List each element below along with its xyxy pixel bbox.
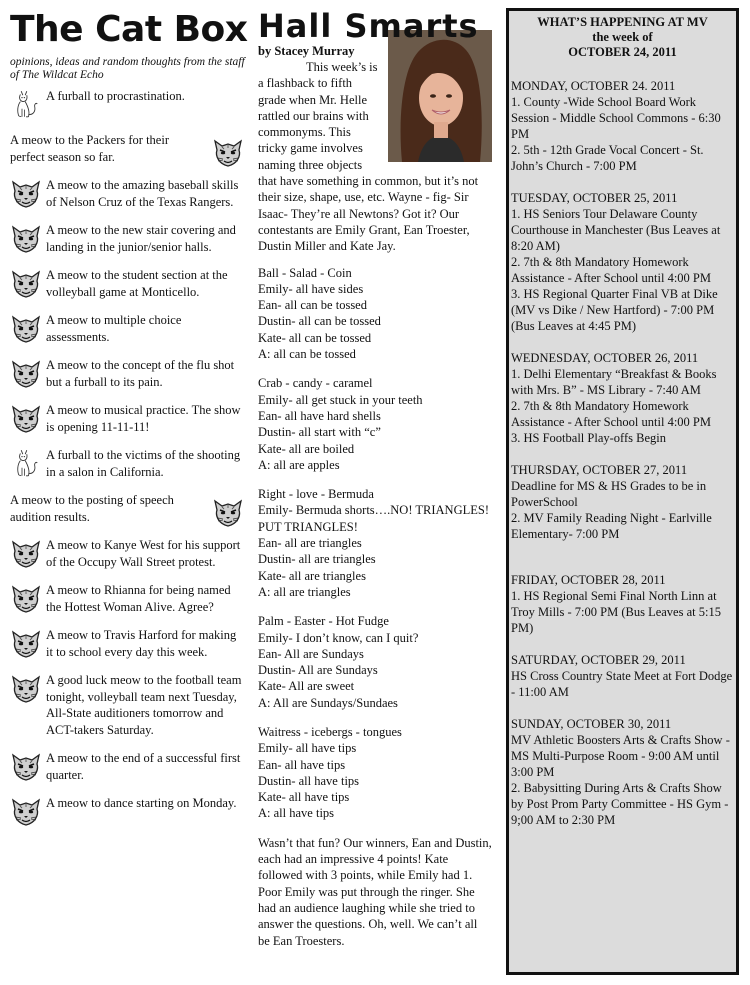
round-line: Dustin- all have tips xyxy=(258,773,360,788)
cat-box-item-text: A meow to musical practice. The show is opening 11-11-11! xyxy=(46,403,241,434)
event-day xyxy=(511,462,734,542)
commonym-round xyxy=(258,265,492,363)
event-item: Deadline for MS & HS Grades to be in PowerSchool xyxy=(511,479,707,509)
columnist-portrait xyxy=(388,30,492,162)
cat-box-item xyxy=(10,795,246,827)
cat-box-item xyxy=(10,267,246,300)
cat-sketch-icon xyxy=(10,447,42,479)
hall-smarts-intro: This week’s is a flashback to fifth grade when Mr. Helle rattled our brains with commonyms. This tricky game involves naming three objects that have something in common, but it’s not their size, shape, use, etc. Wayne - fig- Sir Isaac- They’re all Newtons? Got it? Our contestants are Emily Grant, Ean Troester, Dustin Miller and Kate Jay. xyxy=(258,60,479,254)
cat-box-subtitle: opinions, ideas and random thoughts from the staff of The Wildcat Echo xyxy=(10,56,245,81)
round-line: Ean- All are Sundays xyxy=(258,646,364,661)
round-line: Kate- all can be tossed xyxy=(258,330,372,345)
wildcat-face-icon xyxy=(10,222,42,254)
event-day-heading: TUESDAY, OCTOBER 25, 2011 xyxy=(511,191,678,205)
hall-smarts-rounds xyxy=(258,265,492,822)
round-line: Ean- all have tips xyxy=(258,757,346,772)
round-line: A: all have tips xyxy=(258,806,335,821)
event-item: 2. 5th - 12th Grade Vocal Concert - St. John’s Church - 7:00 PM xyxy=(511,143,704,173)
cat-box-item xyxy=(10,402,246,435)
round-line: Palm - Easter - Hot Fudge xyxy=(258,614,389,629)
cat-box-item-text: A furball to the victims of the shooting in a salon in California. xyxy=(46,448,241,479)
cat-box-item-text: A meow to the end of a successful first quarter. xyxy=(46,751,241,782)
event-item: 2. Babysitting During Arts & Crafts Show by Post Prom Party Committee - HS Gym - 9;00 AM to 2:30 PM xyxy=(511,781,729,827)
hall-smarts-byline: by Stacey Murray xyxy=(258,44,355,58)
cat-box-item-text: A meow to Kanye West for his support of the Occupy Wall Street protest. xyxy=(46,538,241,569)
commonym-round xyxy=(258,486,492,600)
whats-happening-heading xyxy=(511,15,734,60)
cat-box-item-text: A meow to dance starting on Monday. xyxy=(46,796,237,810)
event-day-heading: SUNDAY, OCTOBER 30, 2011 xyxy=(511,717,672,731)
wildcat-face-icon xyxy=(212,496,244,528)
cat-box-item xyxy=(10,627,246,660)
event-item: HS Cross Country State Meet at Fort Dodge - 11:00 AM xyxy=(511,669,733,699)
round-line: Emily- all get stuck in your teeth xyxy=(258,392,423,407)
event-day-heading: THURSDAY, OCTOBER 27, 2011 xyxy=(511,463,688,477)
round-line: Emily- all have sides xyxy=(258,281,364,296)
event-day xyxy=(511,78,734,174)
cat-box-item xyxy=(10,750,246,783)
event-day-heading: MONDAY, OCTOBER 24. 2011 xyxy=(511,79,676,93)
cat-box-item-text: A meow to multiple choice assessments. xyxy=(46,313,182,344)
cat-box-item xyxy=(10,582,246,615)
event-item: 1. HS Regional Semi Final North Linn at Troy Mills - 7:00 PM (Bus Leaves at 5:15 PM) xyxy=(511,589,721,635)
round-line: A: all can be tossed xyxy=(258,347,356,362)
wildcat-face-icon xyxy=(10,267,42,299)
wildcat-face-icon xyxy=(10,672,42,704)
heading-line-2: the week of xyxy=(592,30,653,44)
hall-smarts-title: Hall Smarts xyxy=(258,7,479,45)
event-item: 1. County -Wide School Board Work Session - Middle School Commons - 6:30 PM xyxy=(511,95,721,141)
commonym-round xyxy=(258,724,492,822)
whats-happening-days xyxy=(511,78,734,828)
event-item: 3. HS Regional Quarter Final VB at Dike (MV vs Dike / New Hartford) - 7:00 PM (Bus Leaves at 4:45 PM) xyxy=(511,287,718,333)
round-line: Kate- all have tips xyxy=(258,790,350,805)
round-line: Dustin- all start with “c” xyxy=(258,425,381,440)
wildcat-face-icon xyxy=(10,537,42,569)
wildcat-face-icon xyxy=(10,582,42,614)
cat-sketch-icon xyxy=(10,88,42,120)
cat-box-item-text: A meow to Rhianna for being named the Hottest Woman Alive. Agree? xyxy=(46,583,231,614)
round-line: Crab - candy - caramel xyxy=(258,376,373,391)
cat-box-item-text: A meow to Travis Harford for making it to school every day this week. xyxy=(46,628,237,659)
cat-box-item xyxy=(10,672,246,738)
event-item: 2. MV Family Reading Night - Earlville Elementary- 7:00 PM xyxy=(511,511,712,541)
wildcat-face-icon xyxy=(212,136,244,168)
cat-box-item-text: A furball to procrastination. xyxy=(46,89,185,103)
round-line: A: All are Sundays/Sundaes xyxy=(258,695,398,710)
round-line: A: all are apples xyxy=(258,457,340,472)
round-line: Emily- all have tips xyxy=(258,741,357,756)
round-line: Kate- all are triangles xyxy=(258,568,366,583)
round-line: Dustin- all can be tossed xyxy=(258,314,381,329)
event-item: 1. HS Seniors Tour Delaware County Courthouse in Manchester (Bus Leaves at 8:20 AM) xyxy=(511,207,721,253)
heading-line-1: WHAT’S HAPPENING AT MV xyxy=(537,15,708,29)
wildcat-face-icon xyxy=(10,402,42,434)
round-line: Ean- all have hard shells xyxy=(258,408,381,423)
round-line: Kate- all are boiled xyxy=(258,441,355,456)
event-item: 1. Delhi Elementary “Breakfast & Books with Mrs. B” - MS Library - 7:40 AM xyxy=(511,367,717,397)
wildcat-face-icon xyxy=(10,750,42,782)
round-line: Emily- Bermuda shorts….NO! TRIANGLES! PUT TRIANGLES! xyxy=(258,503,489,534)
round-line: Dustin- All are Sundays xyxy=(258,663,378,678)
wildcat-face-icon xyxy=(10,177,42,209)
cat-box-item-text: A good luck meow to the football team tonight, volleyball team next Tuesday, All-State auditioners tomorrow and ACT-takers Saturday. xyxy=(46,673,242,737)
cat-box-item-text: A meow to the amazing baseball skills of Nelson Cruz of the Texas Rangers. xyxy=(46,178,239,209)
cat-box-title: The Cat Box xyxy=(10,9,248,50)
event-item: 3. HS Football Play-offs Begin xyxy=(511,431,666,445)
round-line: A: all are triangles xyxy=(258,584,351,599)
commonym-round xyxy=(258,613,492,711)
round-line: Emily- I don’t know, can I quit? xyxy=(258,630,419,645)
hall-smarts-column xyxy=(258,8,492,949)
round-line: Waitress - icebergs - tongues xyxy=(258,724,402,739)
event-day-heading: WEDNESDAY, OCTOBER 26, 2011 xyxy=(511,351,699,365)
event-day xyxy=(511,716,734,828)
wildcat-face-icon xyxy=(10,627,42,659)
event-day-heading: SATURDAY, OCTOBER 29, 2011 xyxy=(511,653,686,667)
cat-box-item-text: A meow to the new stair covering and landing in the junior/senior halls. xyxy=(46,223,236,254)
cat-box-item xyxy=(10,447,246,480)
event-day xyxy=(511,572,734,636)
cat-box-item xyxy=(10,357,246,390)
wildcat-face-icon xyxy=(10,795,42,827)
round-line: Right - love - Bermuda xyxy=(258,487,374,502)
cat-box-column xyxy=(10,8,246,839)
event-item: 2. 7th & 8th Mandatory Homework Assistance - After School until 4:00 PM xyxy=(511,399,711,429)
event-item: 2. 7th & 8th Mandatory Homework Assistance - After School until 4:00 PM xyxy=(511,255,711,285)
cat-box-item xyxy=(10,492,246,525)
whats-happening-box xyxy=(506,8,739,975)
event-day xyxy=(511,190,734,334)
wildcat-face-icon xyxy=(10,312,42,344)
event-item: MV Athletic Boosters Arts & Crafts Show - MS Multi-Purpose Room - 9:00 AM until 3:00 PM xyxy=(511,733,730,779)
cat-box-item-text: A meow to the Packers for their perfect season so far. xyxy=(10,133,169,164)
cat-box-item xyxy=(10,88,246,120)
cat-box-item xyxy=(10,177,246,210)
cat-box-item-text: A meow to the concept of the flu shot but a furball to its pain. xyxy=(46,358,235,389)
round-line: Kate- All are sweet xyxy=(258,679,355,694)
event-day xyxy=(511,652,734,700)
event-day-heading: FRIDAY, OCTOBER 28, 2011 xyxy=(511,573,666,587)
cat-box-item xyxy=(10,537,246,570)
commonym-round xyxy=(258,375,492,473)
cat-box-item xyxy=(10,222,246,255)
cat-box-item xyxy=(10,312,246,345)
round-line: Ean- all can be tossed xyxy=(258,298,367,313)
heading-line-3: OCTOBER 24, 2011 xyxy=(568,45,677,59)
cat-box-item-text: A meow to the posting of speech audition results. xyxy=(10,493,174,524)
round-line: Ean- all are triangles xyxy=(258,536,362,551)
wildcat-face-icon xyxy=(10,357,42,389)
cat-box-list xyxy=(10,88,246,827)
hall-smarts-outro: Wasn’t that fun? Our winners, Ean and Dustin, each had an impressive 4 points! Kate followed with 3 points, while Emily had 1. Poor Emily was put through the ringer. She had an audience laughing while she tried to answer the questions. Oh, well. We can’t all be Ean Troesters. xyxy=(258,835,492,948)
round-line: Dustin- all are triangles xyxy=(258,552,376,567)
cat-box-item-text: A meow to the student section at the volleyball game at Monticello. xyxy=(46,268,228,299)
round-line: Ball - Salad - Coin xyxy=(258,265,352,280)
cat-box-item xyxy=(10,132,246,165)
event-day xyxy=(511,350,734,446)
